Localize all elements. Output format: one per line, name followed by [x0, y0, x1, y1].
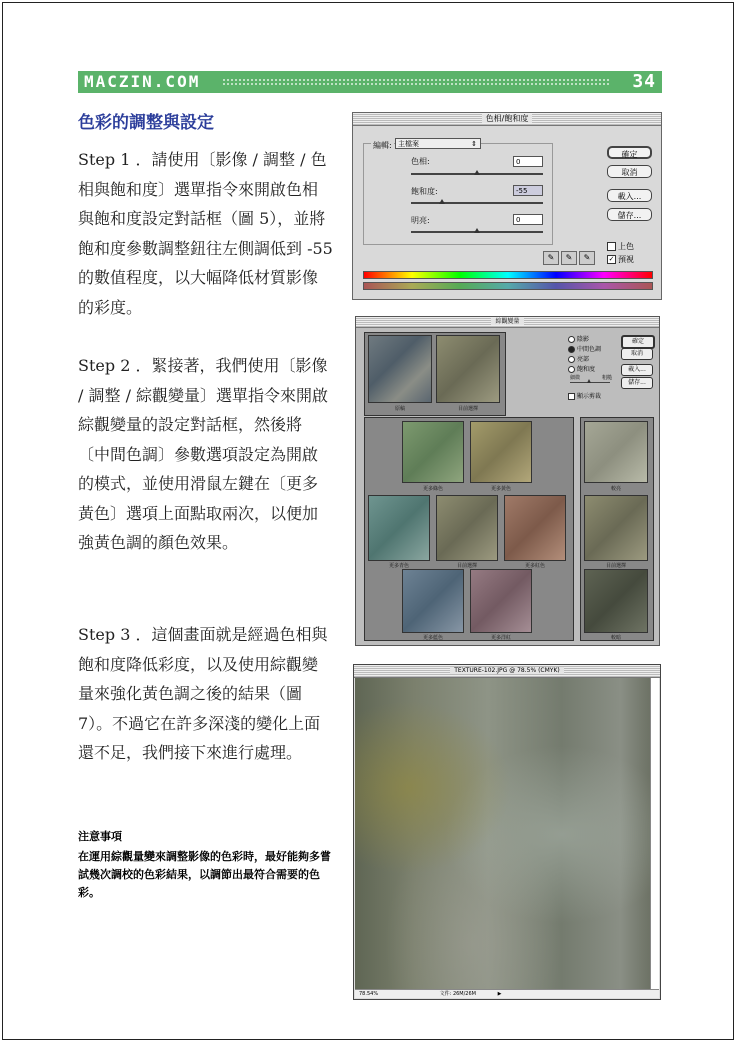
variations-dialog [355, 316, 660, 646]
load-button[interactable]: 載入... [607, 189, 652, 202]
colorize-checkbox[interactable] [607, 241, 634, 252]
select-arrow-icon: ⇕ [471, 140, 477, 148]
thumbnail-caption: 目前選擇 [456, 563, 477, 569]
step-2 [78, 351, 333, 558]
saturation-slider[interactable] [411, 202, 543, 204]
cancel-button[interactable]: 取消 [607, 165, 652, 178]
lighter-thumbnail[interactable] [584, 421, 648, 483]
thumbnail-caption: 更多黃色 [490, 486, 511, 492]
radio-icon [568, 336, 575, 343]
step-3 [78, 620, 333, 768]
load-button[interactable]: 載入... [621, 364, 653, 376]
thumbnail-caption: 更多紅色 [524, 563, 545, 569]
saturation-slider-thumb[interactable] [439, 199, 445, 204]
thumbnail-caption: 更多綠色 [422, 486, 443, 492]
checkmark-icon: ✓ [608, 255, 615, 263]
original-caption: 原稿 [394, 406, 405, 412]
lightness-label: 明亮: [411, 216, 430, 225]
more-yellow-thumbnail[interactable] [470, 421, 532, 483]
more-green-thumbnail[interactable] [402, 421, 464, 483]
section-title: 色彩的調整與設定 [78, 113, 214, 133]
current-pick-thumbnail [436, 495, 498, 561]
note-title: 注意事項 [78, 830, 122, 843]
show-clipping-checkbox[interactable] [568, 391, 601, 400]
fine-coarse-thumb[interactable] [587, 379, 591, 383]
radio-selected-icon [568, 346, 575, 353]
preview-checkbox[interactable] [607, 254, 634, 265]
radio-saturation[interactable] [568, 364, 595, 373]
darker-thumbnail[interactable] [584, 569, 648, 633]
original-thumbnail [368, 335, 432, 403]
radio-label: 中間色調 [577, 346, 602, 353]
coarse-label: 粗糙 [602, 375, 613, 381]
more-blue-thumbnail[interactable] [402, 569, 464, 633]
saturation-input[interactable]: -55 [513, 185, 543, 196]
more-cyan-thumbnail[interactable] [368, 495, 430, 561]
hue-label: 色相: [411, 157, 430, 166]
step-3-text: Step 3 ．這個畫面就是經過色相與飽和度降低彩度，以及使用綜觀變量來強化黃色調之後的結果（圖 7）。不過它在許多深淺的變化上面還不足，我們接下來進行處理。 [78, 625, 328, 762]
page-number: 34 [632, 71, 656, 92]
ok-button[interactable]: 確定 [607, 146, 652, 159]
dialog-title: 色相/飽和度 [482, 114, 533, 123]
note-body: 在運用綜觀量變來調整影像的色彩時，最好能夠多嘗試幾次調校的色彩結果，以調節出最符合需要的色彩。 [78, 850, 331, 899]
edit-select[interactable] [395, 138, 481, 149]
radio-icon [568, 356, 575, 363]
thumbnail-caption: 更多青色 [388, 563, 409, 569]
color-bar-output [363, 282, 653, 290]
radio-midtones[interactable] [568, 344, 601, 353]
magazine-logo: MACZIN.COM [84, 72, 201, 91]
preview-label: 預視 [618, 255, 634, 264]
radio-highlights[interactable] [568, 354, 589, 363]
eyedropper-plus-icon[interactable]: ✎ [561, 251, 577, 265]
header-dot-pattern [222, 78, 610, 87]
vertical-scrollbar[interactable] [650, 678, 659, 991]
status-arrow-icon[interactable]: ▶ [497, 991, 502, 997]
texture-document-window [353, 664, 661, 1000]
step-1-text: Step 1 ．請使用〔影像 / 調整 / 色相與飽和度〕選單指令來開啟色相與飽和度設定對話框（圖 5），並將飽和度參數調整鈕往左側調低到 -55 的數值程度，以大幅降低材質影像的彩度。 [78, 150, 333, 317]
thumbnail-caption: 更多洋紅 [490, 635, 511, 641]
hue-slider-thumb[interactable] [474, 170, 480, 175]
saturation-label: 飽和度: [411, 187, 438, 196]
edit-select-value: 主檔案 [398, 140, 419, 148]
show-clipping-label: 顯示剪裁 [577, 393, 602, 400]
fine-label: 細微 [570, 375, 581, 381]
current-caption: 目前選擇 [457, 406, 478, 412]
window-title: TEXTURE-102.JPG @ 78.5% (CMYK) [450, 667, 563, 674]
lightness-slider-thumb[interactable] [474, 228, 480, 233]
current-lightness-thumbnail [584, 495, 648, 561]
thumbnail-caption: 目前選擇 [605, 563, 626, 569]
save-button[interactable]: 儲存... [621, 377, 653, 389]
hue-input[interactable]: 0 [513, 156, 543, 167]
more-magenta-thumbnail[interactable] [470, 569, 532, 633]
colorize-label: 上色 [618, 242, 634, 251]
save-button[interactable]: 儲存... [607, 208, 652, 221]
thumbnail-caption: 較暗 [610, 635, 621, 641]
thumbnail-caption: 較亮 [610, 486, 621, 492]
ok-button[interactable]: 確定 [621, 335, 655, 349]
cancel-button[interactable]: 取消 [621, 348, 653, 360]
radio-label: 飽和度 [577, 366, 596, 373]
edit-label: 編輯: [373, 141, 392, 150]
dialog-title: 綜觀變量 [491, 318, 523, 325]
header-bar [78, 71, 662, 93]
thumbnail-caption: 更多藍色 [422, 635, 443, 641]
dialog-titlebar [356, 317, 659, 328]
radio-icon [568, 366, 575, 373]
color-bar-input [363, 271, 653, 279]
document-size: 文件: 26M/26M [439, 991, 476, 997]
checkbox-icon [568, 393, 575, 400]
texture-image [355, 678, 650, 991]
current-thumbnail [436, 335, 500, 403]
window-titlebar[interactable] [354, 665, 660, 678]
more-red-thumbnail[interactable] [504, 495, 566, 561]
eyedropper-minus-icon[interactable]: ✎ [579, 251, 595, 265]
hue-saturation-dialog [352, 112, 662, 300]
lightness-input[interactable]: 0 [513, 214, 543, 225]
eyedropper-icon[interactable]: ✎ [543, 251, 559, 265]
step-2-text: Step 2 ．緊接著，我們使用〔影像 / 調整 / 綜觀變量〕選單指令來開啟綜觀變量的設定對話框，然後將〔中間色調〕參數選項設定為開啟的模式，並使用滑鼠左鍵在〔更多黃色〕選項上面點取兩次，以便加強黃色調的顏色效果。 [78, 356, 329, 552]
radio-shadows[interactable] [568, 334, 589, 343]
radio-label: 亮部 [577, 356, 590, 363]
checkbox-icon [607, 242, 616, 251]
zoom-level[interactable]: 78.54% [359, 991, 379, 997]
dialog-titlebar [353, 113, 661, 126]
status-bar [355, 989, 659, 998]
step-1 [78, 145, 333, 322]
radio-label: 陰影 [577, 336, 590, 343]
